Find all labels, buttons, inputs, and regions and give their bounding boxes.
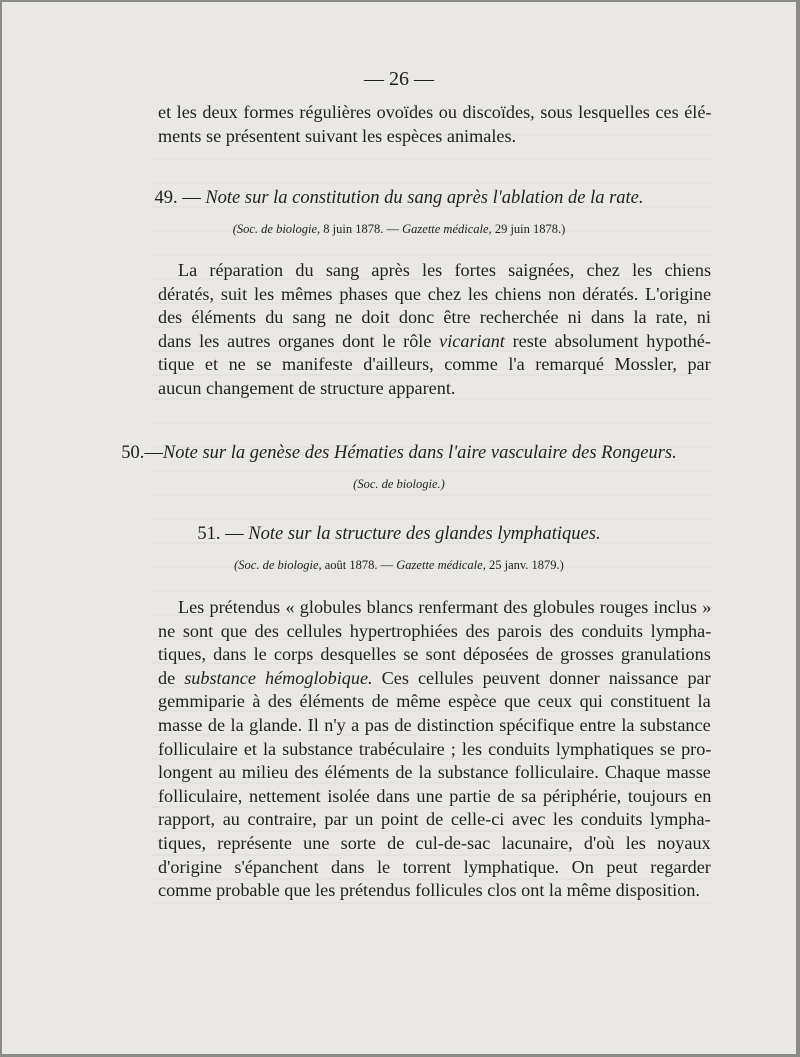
intro-paragraph — [158, 101, 711, 148]
note-49-citation-date2: 29 juin 1878.) — [491, 222, 566, 236]
note-49-line-2: dératés, suit les mêmes phases que chez les chiens non dératés. L'origine — [158, 283, 712, 304]
note-51-number: 51. — — [197, 524, 249, 544]
note-49-line-1: La réparation du sang après les fortes saignées, chez les chiens — [178, 260, 712, 280]
note-51-citation-gazette: Gazette médicale, — [396, 558, 486, 572]
note-49-line-6: aucun changement de structure apparent. — [158, 377, 456, 398]
note-51-heading — [2, 524, 796, 545]
note-49-number: 49. — — [154, 188, 206, 208]
note-51-citation-date1: août 1878. — — [321, 558, 397, 572]
note-51-line-4 — [158, 667, 711, 691]
note-49-title: Note sur la constitution du sang après l'ablation de la rate. — [205, 188, 644, 208]
note-51-title: Note sur la structure des glandes lymphatiques. — [248, 524, 601, 544]
note-49-body — [158, 259, 711, 401]
note-49-line-4 — [158, 330, 711, 354]
note-50-heading — [2, 443, 796, 464]
note-51-body — [158, 596, 711, 903]
note-51-line-3: tiques, dans le corps desquelles se sont déposées de grosses granulations — [158, 644, 711, 665]
note-51-line-12: d'origine s'épanchent dans le torrent lymphatique. On peut regarder — [158, 856, 711, 877]
note-51-line-1: Les prétendus « globules blancs renfermant des globules rouges inclus » — [178, 597, 712, 617]
note-51-citation — [2, 558, 796, 573]
note-50-citation-text: (Soc. de biologie.) — [353, 477, 445, 491]
note-49-line-3: des éléments du sang ne doit donc être recherchée ni dans la rate, ni — [158, 307, 711, 328]
note-51-line-13: comme probable que les prétendus follicules clos ont la même disposition. — [158, 880, 700, 901]
note-51-line-10: rapport, au contraire, par un point de celle-ci avec les conduits lympha- — [158, 809, 711, 830]
note-50-number: 50.— — [121, 443, 163, 463]
note-49-citation — [2, 222, 796, 237]
page-number: — 26 — — [364, 68, 434, 90]
term-substance-hemoglobique: substance hémoglobique. — [184, 667, 373, 688]
intro-line-2: ments se présentent suivant les espèces animales. — [158, 125, 517, 146]
term-vicariant: vicariant — [439, 330, 505, 351]
note-50-citation — [2, 477, 796, 492]
note-49-citation-soc: (Soc. de biologie, — [232, 222, 321, 236]
note-51-line-11: tiques, représente une sorte de cul-de-sac lacunaire, d'où les noyaux — [158, 832, 711, 853]
note-51-line-6: masse de la glande. Il n'y a pas de distinction spécifique entre la substance — [158, 714, 711, 735]
note-51-citation-date2: 25 janv. 1879.) — [485, 558, 564, 572]
note-49-line-5: tique et ne se manifeste d'ailleurs, comme l'a remarqué Mossler, par — [158, 354, 711, 375]
note-49-heading — [2, 188, 796, 209]
note-51-line-4b: Ces cellules peuvent donner naissance par — [372, 667, 711, 688]
note-51-line-8: longent au milieu des éléments de la substance folliculaire. Chaque masse — [158, 762, 711, 783]
note-51-line-2: ne sont que des cellules hypertrophiées des parois des conduits lympha- — [158, 620, 712, 641]
note-51-line-7: folliculaire et la substance trabéculaire ; les conduits lymphatiques se pro- — [158, 738, 712, 759]
note-50-title: Note sur la genèse des Hématies dans l'aire vasculaire des Rongeurs. — [162, 443, 677, 463]
intro-line-1: et les deux formes régulières ovoïdes ou discoïdes, sous lesquelles ces élé- — [158, 102, 712, 122]
note-49-line-4a: dans les autres organes dont le rôle — [158, 330, 440, 351]
note-51-line-9: folliculaire, nettement isolée dans une partie de sa périphérie, toujours en — [158, 785, 712, 806]
note-49-citation-gazette: Gazette médicale, — [402, 222, 492, 236]
note-51-citation-soc: (Soc. de biologie, — [234, 558, 322, 572]
note-51-line-5: gemmiparie à des éléments de même espèce que ceux qui constituent la — [158, 691, 711, 712]
note-49-citation-date1: 8 juin 1878. — — [320, 222, 403, 236]
note-49-line-4b: reste absolument hypothé- — [504, 330, 711, 351]
note-51-line-4a: de — [158, 667, 185, 688]
document-page — [2, 2, 796, 1054]
